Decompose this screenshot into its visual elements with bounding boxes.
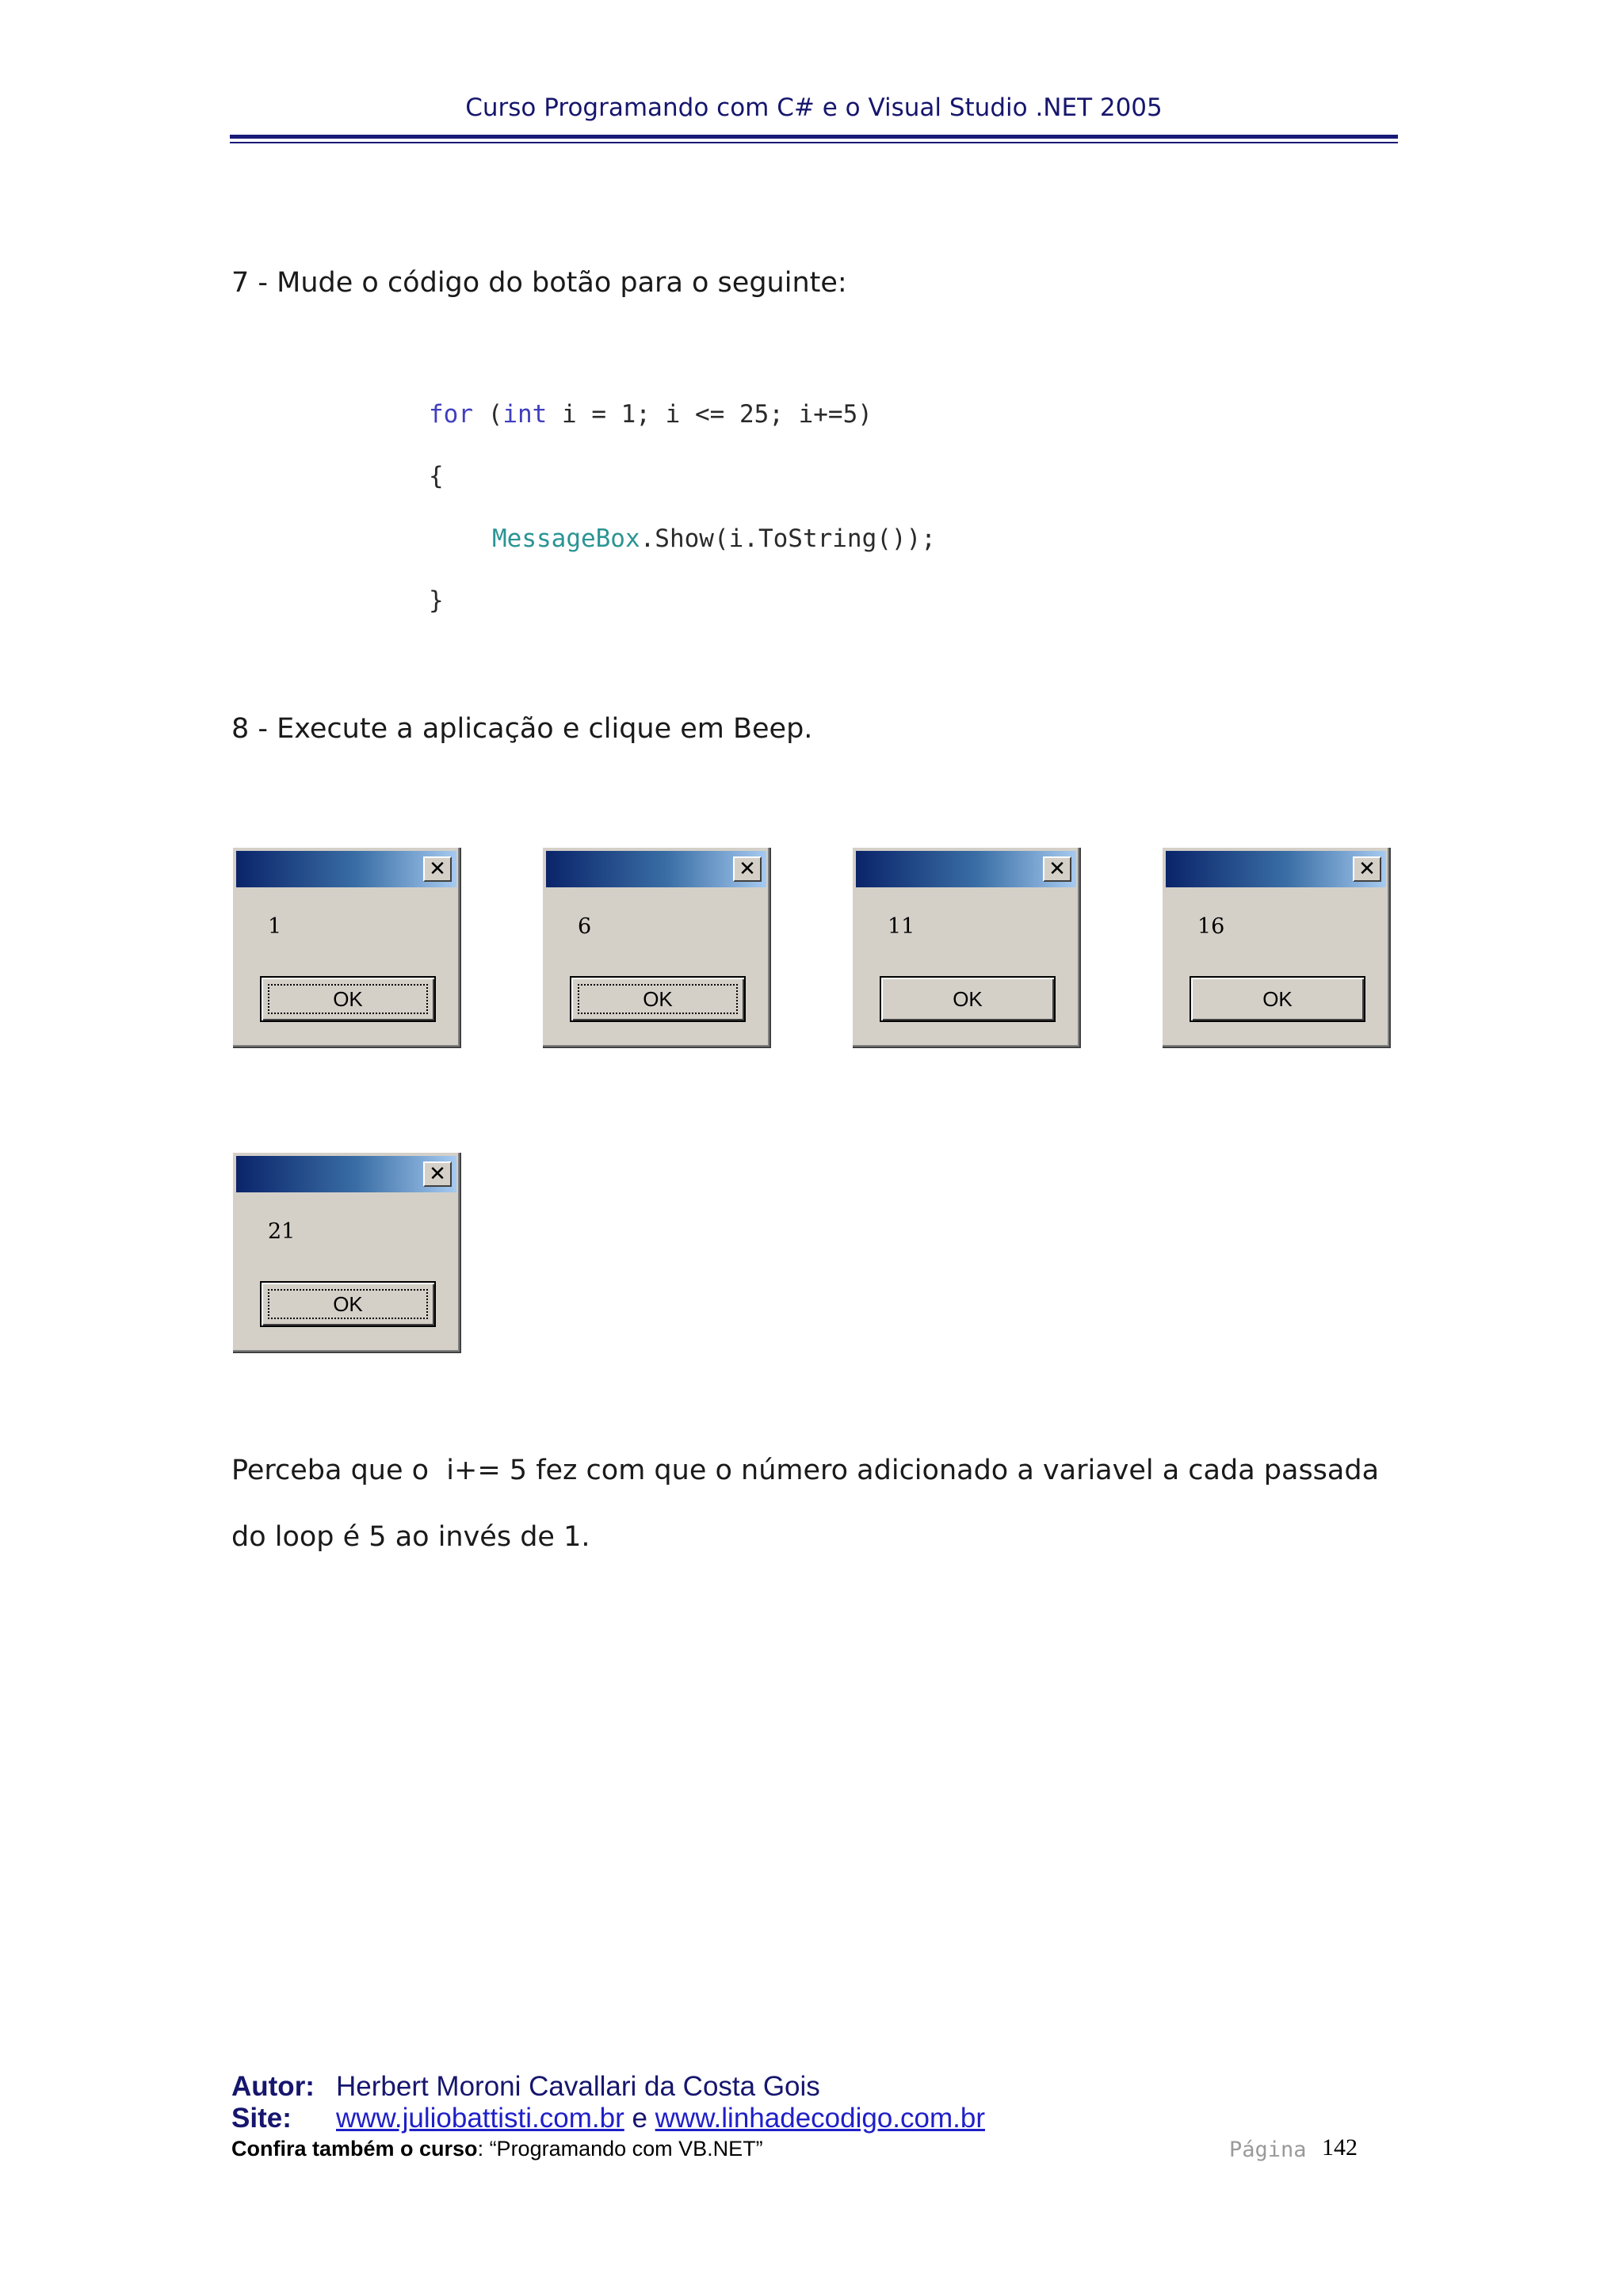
link-linhadecodigo[interactable]: www.linhadecodigo.com.br xyxy=(655,2103,985,2134)
dialog-message: 11 xyxy=(888,914,915,939)
code-line-3: MessageBox.Show(i.ToString()); xyxy=(492,524,936,553)
dialog-titlebar xyxy=(236,1156,456,1192)
close-icon[interactable]: ✕ xyxy=(1353,856,1381,882)
footer-author-name: Herbert Moroni Cavallari da Costa Gois xyxy=(336,2071,820,2102)
footer-site-label: Site: xyxy=(231,2103,292,2134)
dialog-titlebar xyxy=(1166,851,1386,887)
ok-button[interactable]: OK xyxy=(260,976,436,1022)
header-rule-thin xyxy=(230,142,1398,143)
dialog-message: 6 xyxy=(578,914,592,939)
note-line-1: Perceba que o i+= 5 fez com que o número adicionado a variavel a cada passada xyxy=(231,1455,1380,1486)
footer-also-course: Confira também o curso: “Programando com VB.NET” xyxy=(231,2137,763,2161)
close-icon[interactable]: ✕ xyxy=(1043,856,1071,882)
footer-site-links: www.juliobattisti.com.br e www.linhadecodigo.com.br xyxy=(336,2103,985,2134)
footer-author-label: Autor: xyxy=(231,2071,315,2102)
step-8-text: 8 - Execute a aplicação e clique em Beep. xyxy=(231,713,813,745)
ok-button[interactable]: OK xyxy=(570,976,746,1022)
message-box-dialog-2 xyxy=(541,846,771,1048)
code-line-2: { xyxy=(429,462,444,490)
dialog-titlebar xyxy=(856,851,1076,887)
ok-button[interactable]: OK xyxy=(1190,976,1365,1022)
dialog-message: 21 xyxy=(268,1219,296,1244)
close-icon[interactable]: ✕ xyxy=(423,1161,452,1187)
step-7-text: 7 - Mude o código do botão para o seguinte: xyxy=(231,267,847,299)
code-keyword-for: for xyxy=(429,400,473,429)
code-line-1: for (int i = 1; i <= 25; i+=5) xyxy=(429,400,873,429)
page-number: 142 xyxy=(1322,2134,1358,2161)
dialog-titlebar xyxy=(546,851,766,887)
close-icon[interactable]: ✕ xyxy=(423,856,452,882)
message-box-dialog-1 xyxy=(231,846,461,1048)
page-label: Página xyxy=(1229,2138,1307,2162)
dialog-message: 16 xyxy=(1197,914,1225,939)
code-type-messagebox: MessageBox xyxy=(492,524,640,553)
dialog-titlebar xyxy=(236,851,456,887)
ok-button[interactable]: OK xyxy=(260,1281,436,1327)
ok-button[interactable]: OK xyxy=(880,976,1056,1022)
header-rule-thick xyxy=(230,135,1398,139)
dialog-message: 1 xyxy=(268,914,282,939)
message-box-dialog-4 xyxy=(1161,846,1391,1048)
link-juliobattisti[interactable]: www.juliobattisti.com.br xyxy=(336,2103,624,2134)
close-icon[interactable]: ✕ xyxy=(733,856,762,882)
page-header-title: Curso Programando com C# e o Visual Studio .NET 2005 xyxy=(465,93,1163,122)
message-box-dialog-5 xyxy=(231,1151,461,1353)
code-keyword-int: int xyxy=(502,400,548,429)
message-box-dialog-3 xyxy=(851,846,1081,1048)
code-line-4: } xyxy=(429,586,444,615)
note-line-2: do loop é 5 ao invés de 1. xyxy=(231,1521,590,1553)
